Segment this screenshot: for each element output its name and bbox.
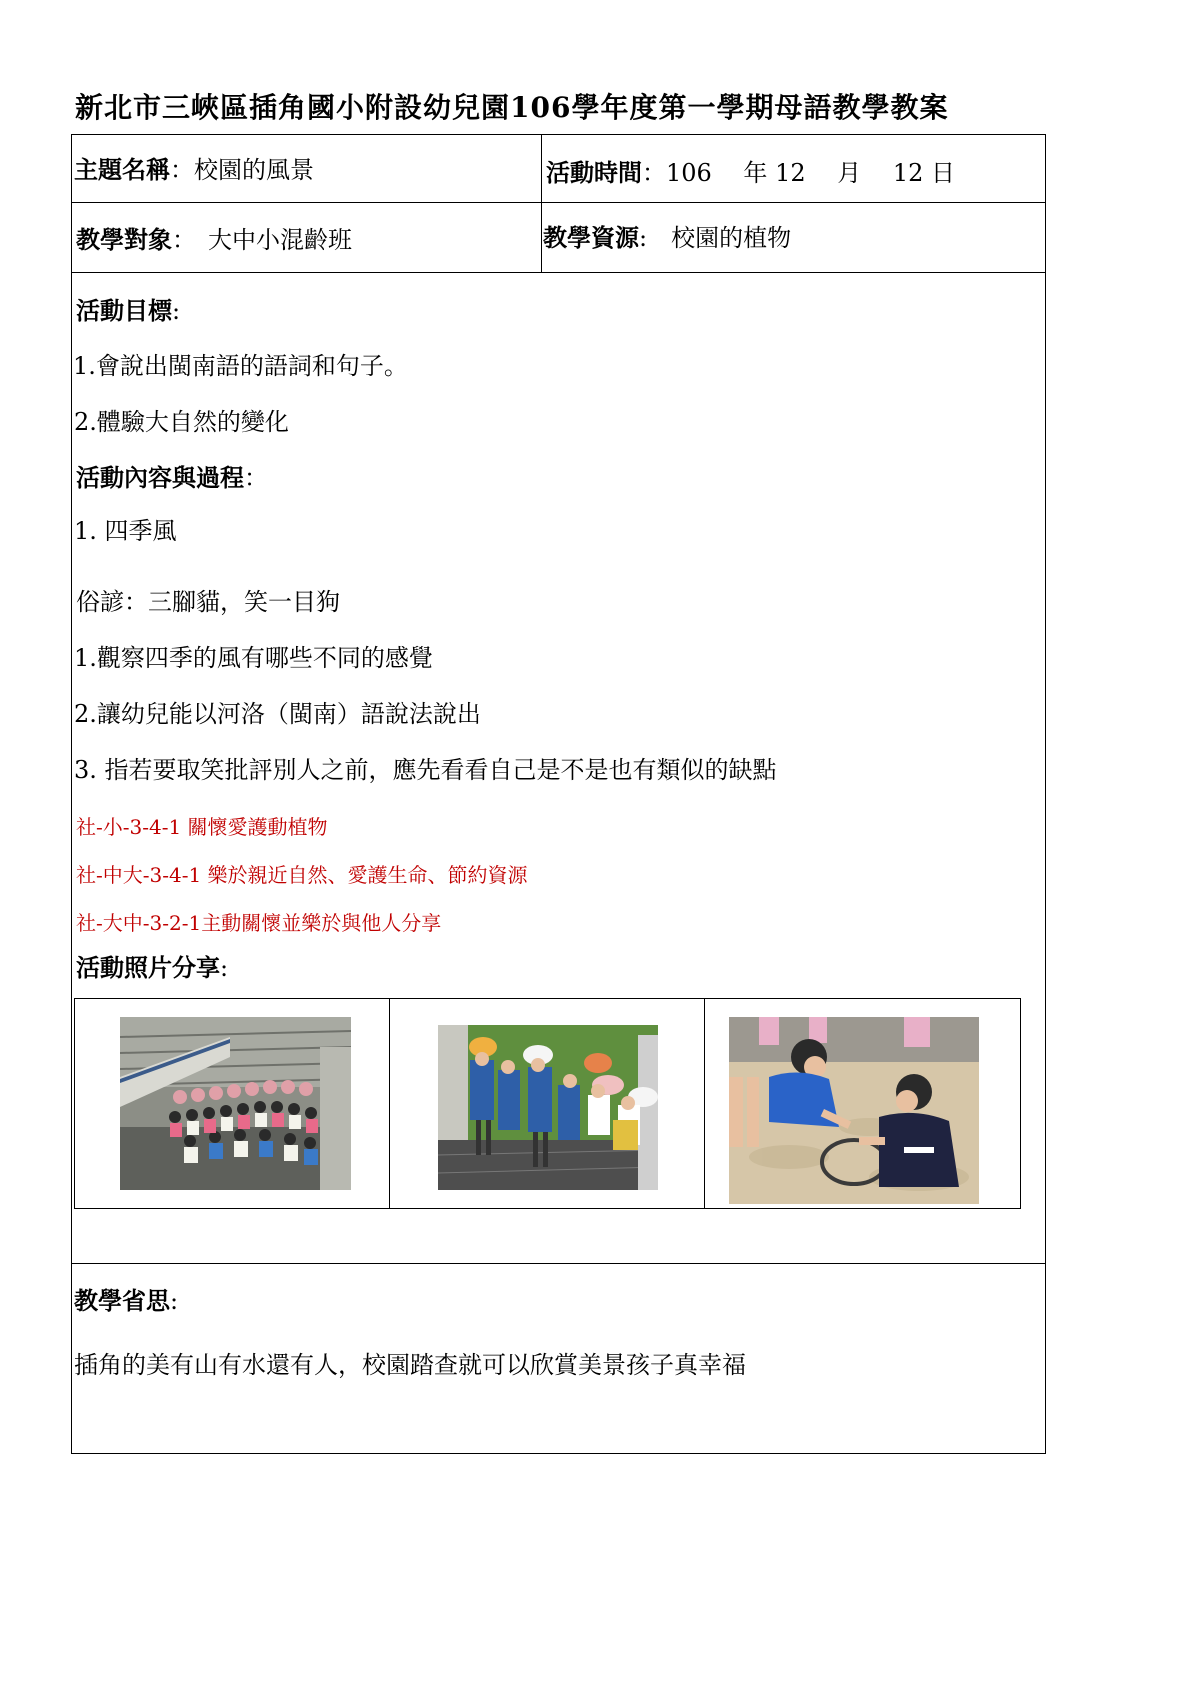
photos-heading-text: 活動照片分享 [76,953,220,982]
photo-table-bottom [74,1208,1021,1209]
table-divider-column [541,134,542,272]
activity-step: 1.觀察四季的風有哪些不同的感覺 [74,644,433,672]
activity-item-1: 1. 四季風 [74,517,177,545]
proverb: 俗諺：三腳貓，笑一目狗 [76,588,340,616]
target-field [76,225,352,255]
photo-table-right [1020,998,1021,1209]
photo-children-in-hats [438,1025,658,1190]
table-border-bottom [71,1453,1046,1454]
time-value: ：106 年 12 月 12 日 [642,159,956,187]
reflection-heading [74,1286,178,1316]
photo-children-in-sandbox [729,1017,979,1204]
table-divider-row1 [71,202,1046,203]
topic-value: ：校園的風景 [170,156,314,184]
goals-heading [76,296,180,326]
topic-label: 主題名稱 [74,155,170,184]
reflection-heading-text: 教學省思 [74,1286,170,1315]
photo-children-on-stairs [120,1017,351,1190]
indicator-item: 社-大中-3-2-1主動關懷並樂於與他人分享 [76,911,442,935]
photos-heading [76,953,228,983]
indicator-item: 社-小-3-4-1 關懷愛護動植物 [76,815,328,839]
goals-heading-text: 活動目標 [76,296,172,325]
resource-label: 教學資源 [543,223,639,252]
activity-heading [76,463,268,493]
table-border-left [71,134,72,1454]
resource-value: : 校園的植物 [639,224,792,252]
goals-heading-suffix: : [172,297,181,325]
activity-heading-suffix: ： [244,464,268,492]
table-border-top [71,134,1046,135]
activity-step: 3. 指若要取笑批評別人之前，應先看看自己是不是也有類似的缺點 [74,756,777,784]
reflection-text: 插角的美有山有水還有人，校園踏查就可以欣賞美景孩子真幸福 [74,1351,746,1379]
document-title: 新北市三峽區插角國小附設幼兒園106學年度第一學期母語教學教案 [75,91,949,124]
photo-table-top [74,998,1021,999]
activity-step: 2.讓幼兒能以河洛（閩南）語說法說出 [74,700,481,728]
reflection-heading-suffix: : [170,1287,179,1315]
topic-field [74,155,314,185]
table-divider-row2 [71,272,1046,273]
photos-heading-suffix: : [220,954,229,982]
time-label: 活動時間 [546,158,642,187]
target-label: 教學對象 [76,225,172,254]
goal-item: 1.會說出閩南語的語詞和句子。 [73,352,408,380]
time-field [546,158,955,188]
target-value: ： 大中小混齡班 [172,226,352,254]
photo-table-left [74,998,75,1209]
resource-field [543,223,791,253]
activity-heading-text: 活動內容與過程 [76,463,244,492]
goal-item: 2.體驗大自然的變化 [74,408,289,436]
photo-table-divider-1 [389,998,390,1209]
table-divider-reflection [71,1263,1046,1264]
table-border-right [1045,134,1046,1454]
photo-table-divider-2 [704,998,705,1209]
indicator-item: 社-中大-3-4-1 樂於親近自然、愛護生命、節約資源 [76,863,528,887]
